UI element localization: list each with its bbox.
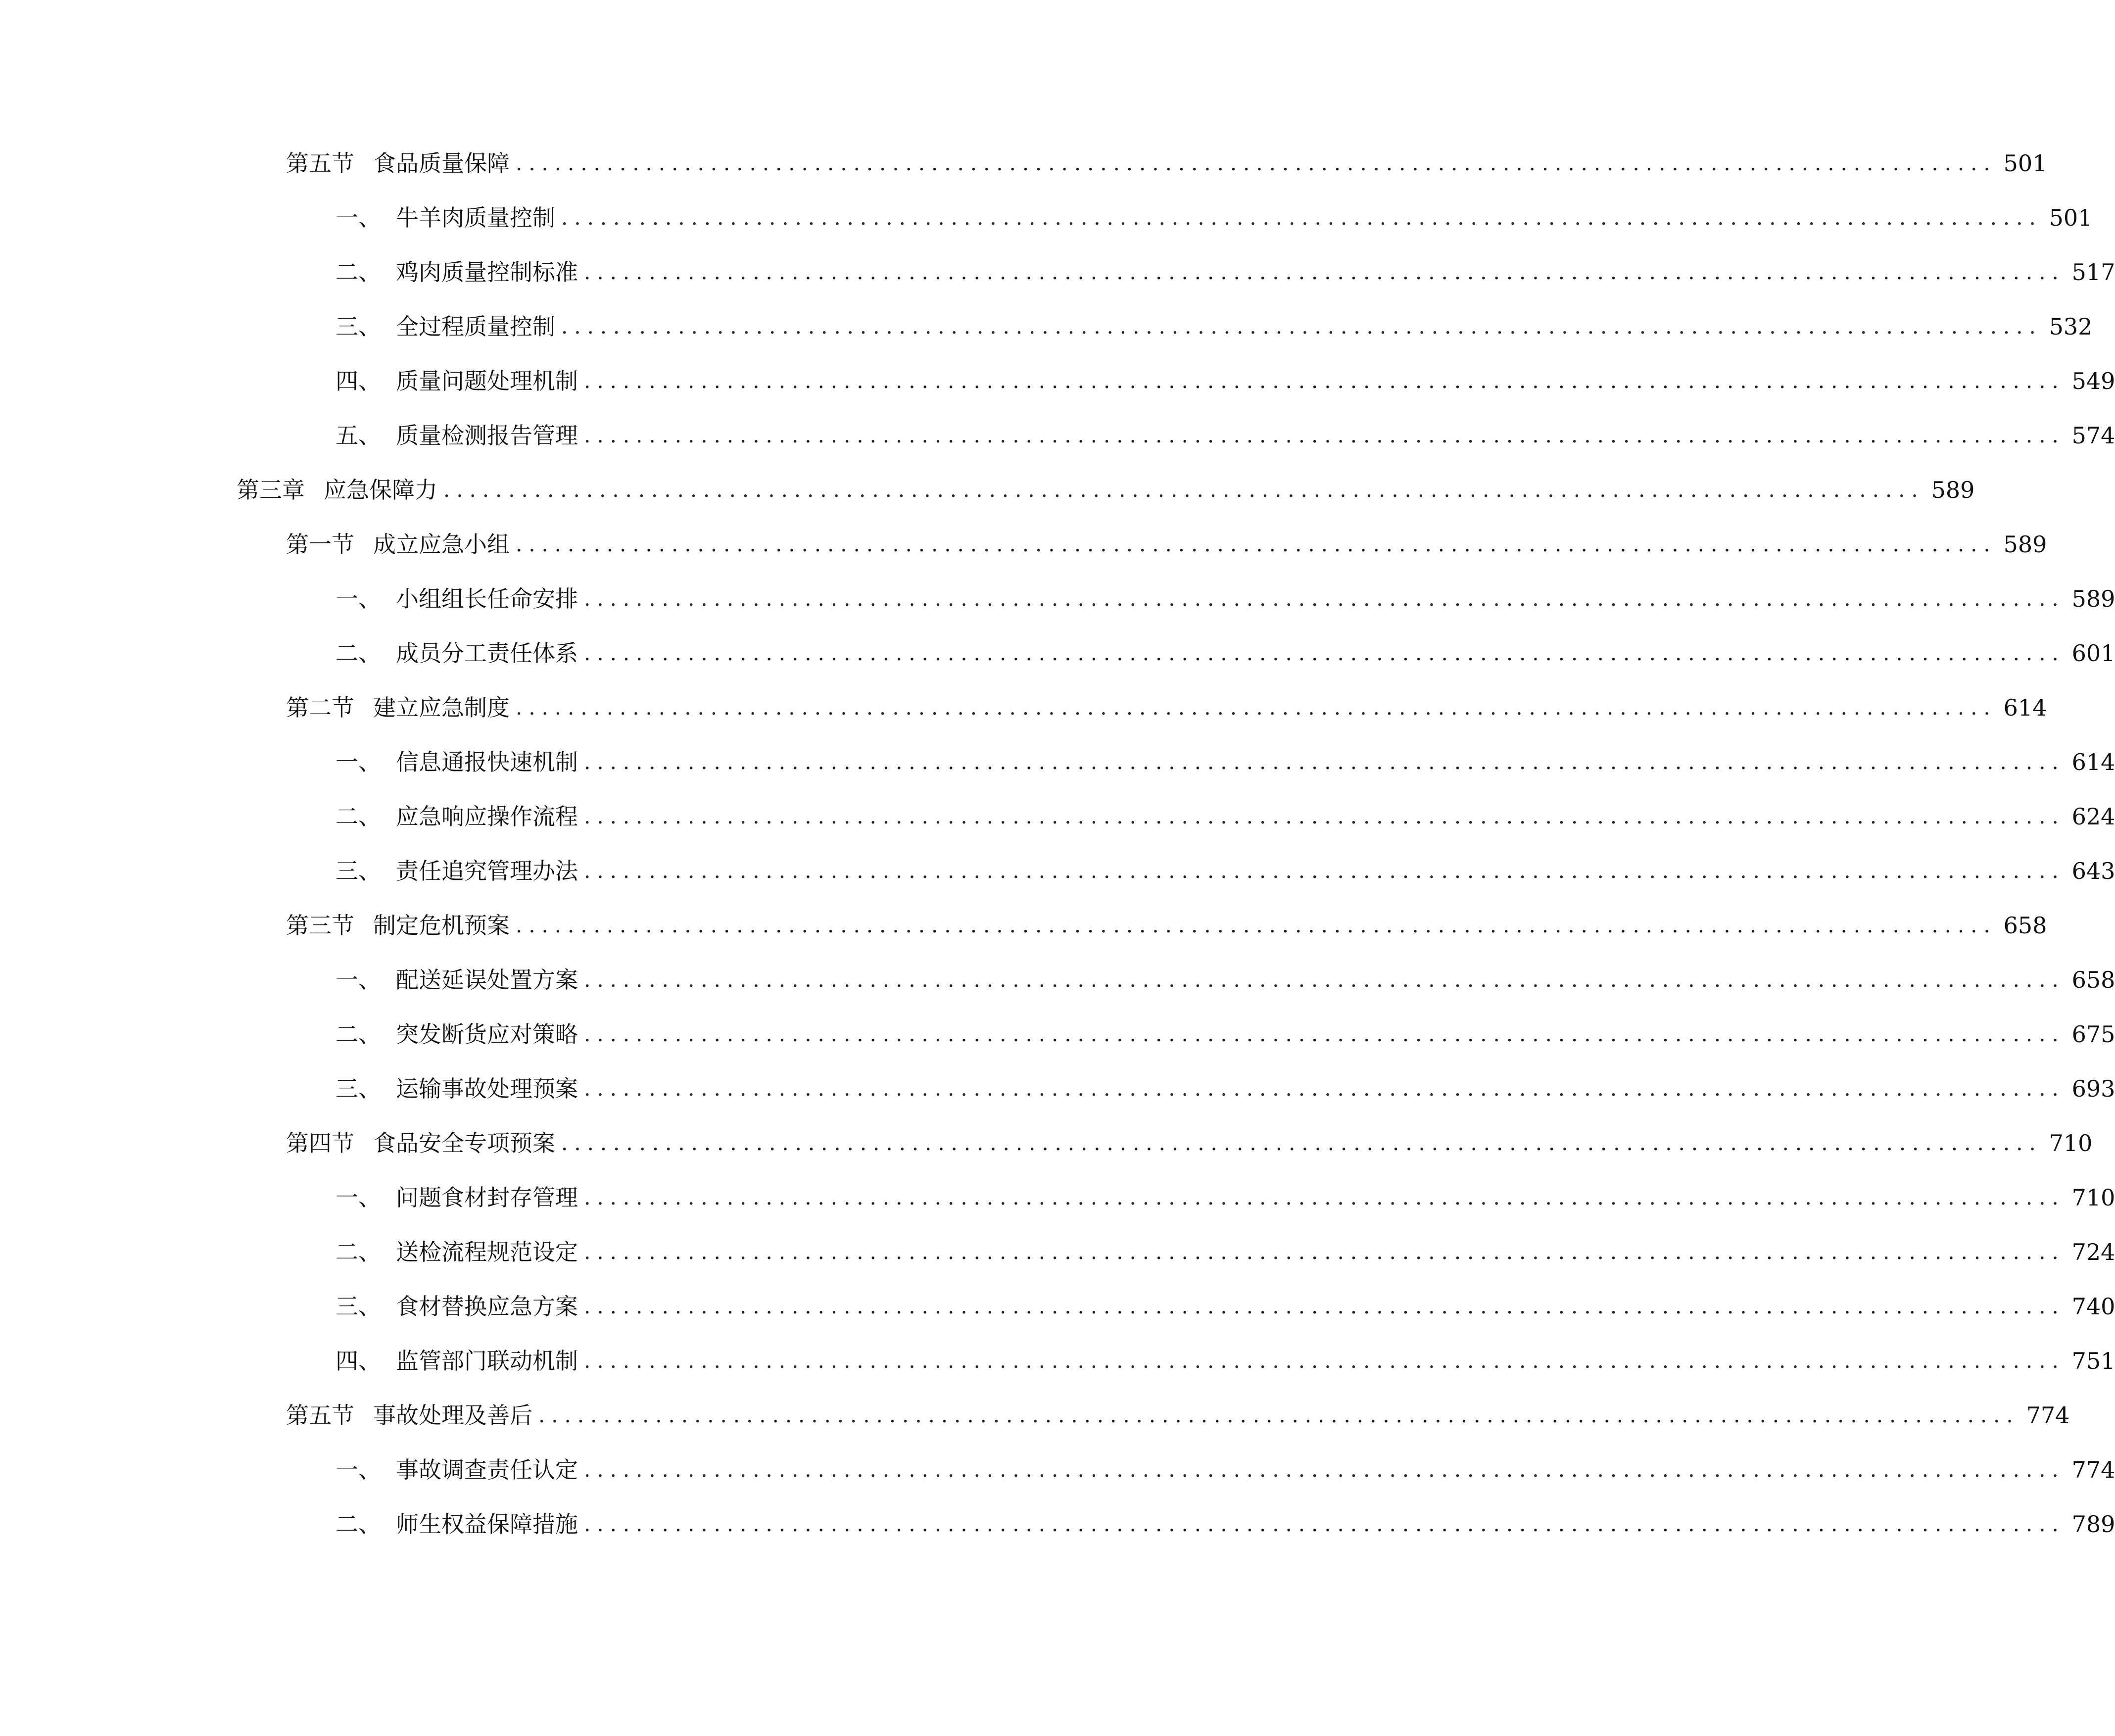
toc-entry-page: 658 bbox=[2071, 966, 2115, 993]
toc-dot-leader: .................................................................................................................. bbox=[516, 695, 1997, 720]
toc-entry-number: 第三章 bbox=[237, 477, 305, 503]
toc-entry-number: 第一节 bbox=[286, 531, 354, 558]
toc-dot-leader: .................................................................................................................. bbox=[584, 1457, 2065, 1482]
toc-entry-page: 658 bbox=[2003, 912, 2047, 939]
toc-entry-item[interactable] bbox=[336, 1232, 2115, 1272]
toc-entry-number: 一、 bbox=[336, 1456, 381, 1483]
toc-entry-number: 二、 bbox=[336, 640, 381, 667]
toc-dot-leader: .................................................................................................................. bbox=[516, 532, 1997, 556]
toc-entry-title: 送检流程规范设定 bbox=[396, 1239, 578, 1265]
toc-dot-leader: .................................................................................................................. bbox=[584, 641, 2065, 665]
toc-entry-section[interactable] bbox=[286, 1123, 2093, 1163]
toc-entry-title: 配送延误处置方案 bbox=[396, 966, 578, 993]
toc-dot-leader: .................................................................................................................. bbox=[538, 1403, 2019, 1427]
toc-dot-leader: .................................................................................................................. bbox=[584, 1349, 2065, 1373]
toc-entry-title: 建立应急制度 bbox=[373, 694, 510, 721]
toc-entry-page: 789 bbox=[2071, 1511, 2115, 1538]
toc-entry-chapter[interactable] bbox=[237, 470, 1975, 510]
toc-entry-number: 二、 bbox=[336, 803, 381, 830]
toc-entry-item[interactable] bbox=[336, 1504, 2115, 1544]
toc-entry-item[interactable] bbox=[336, 1178, 2115, 1217]
toc-entry-title: 小组组长任命安排 bbox=[396, 585, 578, 612]
toc-entry-item[interactable] bbox=[336, 1287, 2115, 1326]
toc-dot-leader: .................................................................................................................. bbox=[584, 369, 2065, 393]
toc-entry-title: 成员分工责任体系 bbox=[396, 640, 578, 667]
toc-entry-item[interactable] bbox=[336, 1341, 2115, 1381]
toc-entry-title: 全过程质量控制 bbox=[396, 313, 555, 340]
toc-entry-title: 应急保障力 bbox=[324, 477, 437, 503]
toc-entry-number: 三、 bbox=[336, 1293, 381, 1320]
toc-entry-page: 675 bbox=[2071, 1021, 2115, 1048]
toc-entry-page: 774 bbox=[2026, 1402, 2070, 1429]
toc-entry-number: 二、 bbox=[336, 1021, 381, 1048]
toc-entry-page: 614 bbox=[2003, 694, 2047, 721]
toc-dot-leader: .................................................................................................................. bbox=[561, 1131, 2042, 1155]
toc-entry-page: 774 bbox=[2071, 1456, 2115, 1483]
toc-entry-page: 501 bbox=[2003, 150, 2047, 177]
toc-entry-title: 责任追究管理办法 bbox=[396, 858, 578, 884]
toc-dot-leader: .................................................................................................................. bbox=[584, 967, 2065, 992]
toc-entry-item[interactable] bbox=[336, 797, 2115, 836]
toc-entry-title: 食品安全专项预案 bbox=[373, 1130, 555, 1157]
toc-dot-leader: .................................................................................................................. bbox=[516, 913, 1997, 937]
toc-entry-item[interactable] bbox=[336, 252, 2115, 292]
toc-dot-leader: .................................................................................................................. bbox=[584, 859, 2065, 883]
toc-entry-item[interactable] bbox=[336, 960, 2115, 1000]
toc-entry-title: 监管部门联动机制 bbox=[396, 1348, 578, 1374]
toc-entry-number: 三、 bbox=[336, 858, 381, 884]
toc-entry-number: 四、 bbox=[336, 368, 381, 394]
toc-dot-leader: .................................................................................................................. bbox=[584, 1185, 2065, 1209]
toc-entry-number: 一、 bbox=[336, 966, 381, 993]
toc-entry-number: 一、 bbox=[336, 204, 381, 231]
toc-entry-section[interactable] bbox=[286, 688, 2047, 727]
toc-entry-page: 710 bbox=[2071, 1184, 2115, 1211]
toc-entry-title: 师生权益保障措施 bbox=[396, 1511, 578, 1538]
toc-entry-title: 应急响应操作流程 bbox=[396, 803, 578, 830]
toc-entry-title: 食品质量保障 bbox=[373, 150, 510, 177]
toc-entry-page: 517 bbox=[2071, 259, 2115, 286]
toc-entry-item[interactable] bbox=[336, 416, 2115, 455]
toc-entry-number: 一、 bbox=[336, 585, 381, 612]
toc-entry-number: 第五节 bbox=[286, 1402, 354, 1429]
toc-entry-number: 五、 bbox=[336, 422, 381, 449]
toc-entry-page: 589 bbox=[1931, 477, 1975, 503]
toc-entry-item[interactable] bbox=[336, 1450, 2115, 1490]
toc-entry-item[interactable] bbox=[336, 1014, 2115, 1054]
toc-entry-title: 事故调查责任认定 bbox=[396, 1456, 578, 1483]
toc-entry-number: 二、 bbox=[336, 259, 381, 286]
toc-dot-leader: .................................................................................................................. bbox=[584, 750, 2065, 774]
toc-dot-leader: .................................................................................................................. bbox=[584, 804, 2065, 828]
toc-entry-number: 四、 bbox=[336, 1348, 381, 1374]
toc-entry-section[interactable] bbox=[286, 144, 2047, 183]
toc-entry-title: 问题食材封存管理 bbox=[396, 1184, 578, 1211]
toc-entry-title: 事故处理及善后 bbox=[373, 1402, 532, 1429]
toc-entry-number: 二、 bbox=[336, 1511, 381, 1538]
toc-entry-number: 一、 bbox=[336, 749, 381, 775]
toc-dot-leader: .................................................................................................................. bbox=[584, 260, 2065, 284]
toc-entry-title: 制定危机预案 bbox=[373, 912, 510, 939]
toc-entry-page: 693 bbox=[2071, 1075, 2115, 1102]
toc-entry-number: 三、 bbox=[336, 313, 381, 340]
toc-dot-leader: .................................................................................................................. bbox=[584, 1076, 2065, 1101]
toc-entry-page: 751 bbox=[2071, 1348, 2115, 1374]
toc-entry-page: 589 bbox=[2003, 531, 2047, 558]
toc-entry-title: 食材替换应急方案 bbox=[396, 1293, 578, 1320]
toc-entry-section[interactable] bbox=[286, 906, 2047, 945]
toc-entry-page: 601 bbox=[2071, 640, 2115, 667]
toc-entry-page: 532 bbox=[2049, 313, 2093, 340]
toc-entry-section[interactable] bbox=[286, 525, 2047, 564]
toc-entry-item[interactable] bbox=[336, 198, 2093, 238]
toc-entry-item[interactable] bbox=[336, 633, 2115, 673]
toc-entry-number: 二、 bbox=[336, 1239, 381, 1265]
toc-entry-item[interactable] bbox=[336, 307, 2093, 346]
toc-entry-item[interactable] bbox=[336, 1069, 2115, 1109]
toc-entry-item[interactable] bbox=[336, 579, 2115, 619]
toc-dot-leader: .................................................................................................................. bbox=[443, 478, 1924, 502]
toc-entry-section[interactable] bbox=[286, 1396, 2070, 1435]
toc-entry-number: 第二节 bbox=[286, 694, 354, 721]
toc-dot-leader: .................................................................................................................. bbox=[516, 151, 1997, 175]
toc-entry-item[interactable] bbox=[336, 851, 2115, 891]
toc-entry-page: 710 bbox=[2049, 1130, 2093, 1157]
toc-entry-number: 一、 bbox=[336, 1184, 381, 1211]
toc-entry-item[interactable] bbox=[336, 742, 2115, 782]
toc-entry-page: 574 bbox=[2071, 422, 2115, 449]
toc-entry-page: 589 bbox=[2071, 585, 2115, 612]
toc-entry-page: 643 bbox=[2071, 858, 2115, 884]
toc-entry-page: 501 bbox=[2049, 204, 2093, 231]
toc-dot-leader: .................................................................................................................. bbox=[584, 1512, 2065, 1536]
toc-entry-title: 牛羊肉质量控制 bbox=[396, 204, 555, 231]
toc-entry-title: 成立应急小组 bbox=[373, 531, 510, 558]
toc-entry-title: 信息通报快速机制 bbox=[396, 749, 578, 775]
toc-entry-title: 质量检测报告管理 bbox=[396, 422, 578, 449]
toc-entry-title: 鸡肉质量控制标准 bbox=[396, 259, 578, 286]
toc-entry-number: 第三节 bbox=[286, 912, 354, 939]
toc-entry-page: 624 bbox=[2071, 803, 2115, 830]
toc-entry-page: 549 bbox=[2071, 368, 2115, 394]
toc-entry-item[interactable] bbox=[336, 361, 2115, 401]
toc-dot-leader: .................................................................................................................. bbox=[561, 314, 2042, 338]
toc-dot-leader: .................................................................................................................. bbox=[561, 205, 2042, 230]
toc-dot-leader: .................................................................................................................. bbox=[584, 1240, 2065, 1264]
toc-entry-page: 614 bbox=[2071, 749, 2115, 775]
toc-dot-leader: .................................................................................................................. bbox=[584, 1022, 2065, 1046]
toc-entry-number: 三、 bbox=[336, 1075, 381, 1102]
toc-entry-title: 运输事故处理预案 bbox=[396, 1075, 578, 1102]
toc-dot-leader: .................................................................................................................. bbox=[584, 586, 2065, 611]
toc-dot-leader: .................................................................................................................. bbox=[584, 423, 2065, 447]
toc-entry-page: 724 bbox=[2071, 1239, 2115, 1265]
toc-dot-leader: .................................................................................................................. bbox=[584, 1294, 2065, 1318]
toc-entry-title: 质量问题处理机制 bbox=[396, 368, 578, 394]
toc-entry-number: 第四节 bbox=[286, 1130, 354, 1157]
toc-entry-number: 第五节 bbox=[286, 150, 354, 177]
toc-entry-page: 740 bbox=[2071, 1293, 2115, 1320]
toc-entry-title: 突发断货应对策略 bbox=[396, 1021, 578, 1048]
